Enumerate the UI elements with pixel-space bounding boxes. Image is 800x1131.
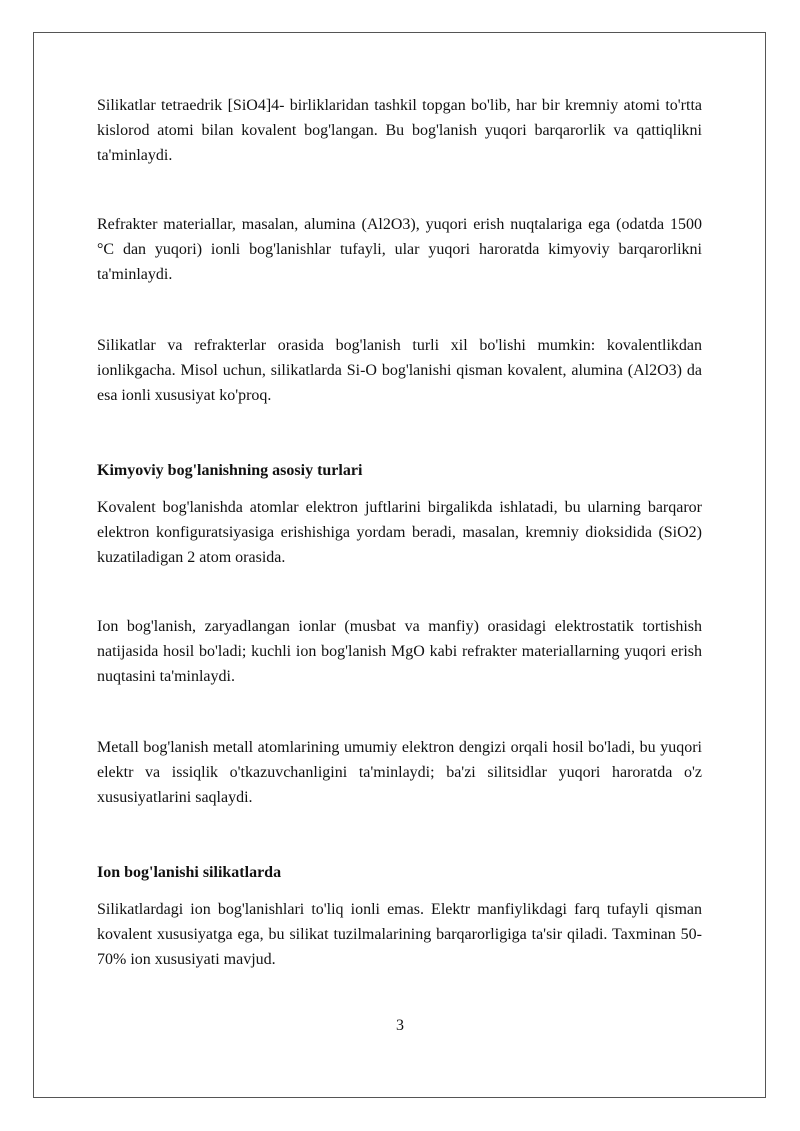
paragraph-covalent-bond: Kovalent bog'lanishda atomlar elektron juftlarini birgalikda ishlatadi, bu ularning barqaror elektron konfiguratsiyasiga erishishiga yordam beradi, masalan, kremniy dioksidida (SiO2) kuzatiladigan 2 atom orasida.	[97, 499, 702, 566]
paragraph-silicate-tetrahedra: Silikatlar tetraedrik [SiO4]4- birliklaridan tashkil topgan bo'lib, har bir kremniy atomi to'rtta kislorod atomi bilan kovalent bog'langan. Bu bog'lanish yuqori barqarorlik va qattiqlikni ta'minlaydi.	[97, 97, 702, 164]
paragraph-refractory-materials: Refrakter materiallar, masalan, alumina (Al2O3), yuqori erish nuqtalariga ega (odatda 1500 °C dan yuqori) ionli bog'lanishlar tufayli, ular yuqori haroratda kimyoviy barqarorlikni ta'minlaydi.	[97, 216, 702, 283]
paragraph-metallic-bond: Metall bog'lanish metall atomlarining umumiy elektron dengizi orqali hosil bo'ladi, bu yuqori elektr va issiqlik o'tkazuvchanligini ta'minlaydi; ba'zi silitsidlar yuqori haroratda o'z xususiyatlarini saqlaydi.	[97, 739, 702, 806]
heading-ionic-in-silicates: Ion bog'lanishi silikatlarda	[97, 864, 282, 881]
paragraph-silicate-ionic-character: Silikatlardagi ion bog'lanishlari to'liq ionli emas. Elektr manfiylikdagi farq tufayli qisman kovalent xususiyatga ega, bu silikat tuzilmalarining barqarorligiga ta'sir qiladi. Taxminan 50-70% ion xususiyati mavjud.	[97, 901, 702, 968]
paragraph-bonding-variation: Silikatlar va refrakterlar orasida bog'lanish turli xil bo'lishi mumkin: kovalentlikdan ionlikgacha. Misol uchun, silikatlarda Si-O bog'lanishi qisman kovalent, alumina (Al2O3) da esa ionli xususiyat ko'proq.	[97, 337, 702, 404]
heading-bond-types: Kimyoviy bog'lanishning asosiy turlari	[97, 462, 363, 479]
page-number: 3	[396, 1017, 404, 1034]
paragraph-ionic-bond: Ion bog'lanish, zaryadlangan ionlar (musbat va manfiy) orasidagi elektrostatik tortishish natijasida hosil bo'ladi; kuchli ion bog'lanish MgO kabi refrakter materiallarning yuqori erish nuqtasini ta'minlaydi.	[97, 618, 702, 685]
page-content	[97, 93, 702, 972]
